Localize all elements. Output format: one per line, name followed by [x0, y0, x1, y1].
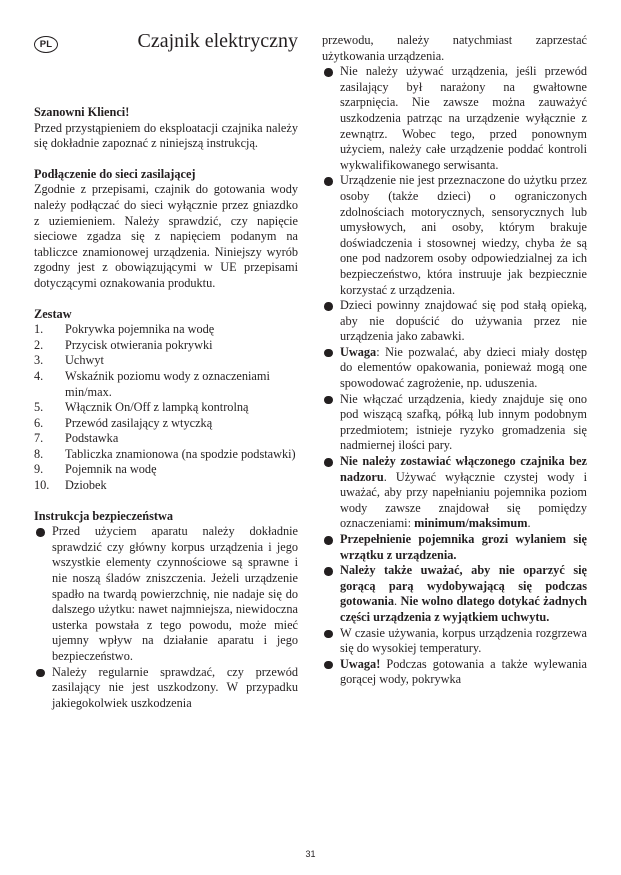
parts-heading: Zestaw: [34, 306, 72, 321]
safety-list-right: [322, 64, 587, 688]
right-column: [322, 33, 587, 688]
safety-bold-text: minimum/maksimum: [414, 516, 528, 531]
safety-item: [322, 392, 587, 454]
list-item: [34, 338, 298, 354]
parts-list: [34, 322, 298, 494]
list-number: 4.: [34, 368, 44, 383]
list-label: Wskaźnik poziomu wody z oznaczeniami min/max.: [65, 368, 270, 399]
safety-item: [322, 298, 587, 345]
bullet-icon: [36, 528, 45, 537]
bullet-icon: [324, 567, 333, 576]
safety-item: [322, 173, 587, 298]
list-number: 8.: [34, 446, 44, 461]
safety-text: Urządzenie nie jest przeznaczone do użytku przez osoby (także dzieci) o ograniczonych zdolnościach motorycznych, sensorycznych lub umysłowych, ani osoby, którym brakuje doświadczenia i stosownej wiedzy, chyba że są one pod nadzorem osoby odpowiedzialnej za ich bezpieczeństwo, która instruuje jak bezpiecznie korzystać z urządzenia.: [340, 173, 587, 297]
bullet-icon: [324, 302, 333, 311]
intro-text: Przed przystąpieniem do eksploatacji czajnika należy się dokładnie zapoznać z niniejszą instrukcją.: [34, 120, 298, 151]
power-heading: Podłączenie do sieci zasilającej: [34, 166, 196, 181]
safety-text: Podczas gotowania a także wylewania gorącej wody, pokrywka: [340, 656, 587, 687]
safety-text: .: [393, 594, 401, 609]
safety-bold-text: Należy także uważać, aby nie oparzyć się gorącą parą wydobywającą się podczas gotowania: [340, 563, 587, 609]
language-badge: PL: [34, 36, 58, 53]
list-number: 10.: [34, 478, 50, 493]
safety-bold-text: Przepełnienie pojemnika grozi wylaniem się wrzątku z urządzenia.: [340, 532, 587, 562]
safety-text: Należy regularnie sprawdzać, czy przewód zasilający nie jest uszkodzony. W przypadku jakiegokolwiek uszkodzenia: [52, 664, 298, 710]
list-number: 5.: [34, 400, 44, 415]
safety-continuation: przewodu, należy natychmiast zaprzestać użytkowania urządzenia.: [322, 33, 587, 63]
safety-bold-text: Nie należy zostawiać włączonego czajnika bez nadzoru: [340, 454, 587, 484]
power-text: Zgodnie z przepisami, czajnik do gotowania wody należy podłączać do sieci wyłącznie przez gniazdko z uziemieniem. Należy sprawdzić, czy napięcie sieciowe zgadza się z napięciem podanym na tabliczce znamionowej urządzenia. Niniejszy wyrób zgodny jest z obowiązującymi w UE przepisami dotyczącymi oznakowania produktu.: [34, 182, 298, 290]
safety-item: [322, 454, 587, 532]
bullet-icon: [324, 68, 333, 77]
list-item: [34, 416, 298, 432]
list-label: Włącznik On/Off z lampką kontrolną: [65, 400, 249, 415]
list-item: [34, 431, 298, 447]
warning-label: Uwaga: [340, 344, 377, 359]
page-number: 31: [305, 849, 316, 859]
safety-text: Nie należy używać urządzenia, jeśli przewód zasilający był narażony na gwałtowne szarpnięcia. Nie zawsze można zauważyć uszkodzenia patrząc na urządzenie wyłącznie z zewnątrz. Wobec tego, przed ponownym użyciem, należy całe urządzenie poddać kontroli wykwalifikowanego serwisanta.: [340, 64, 587, 172]
bullet-icon: [324, 536, 333, 545]
list-label: Podstawka: [65, 431, 119, 446]
safety-item: [322, 563, 587, 625]
safety-bold-text: Nie wolno dlatego dotykać żadnych części urządzenia z wyjątkiem uchwytu.: [340, 594, 587, 624]
safety-text: : Nie pozwalać, aby dzieci miały dostęp do elementów opakowania, ponieważ mogą one spowodować zagrożenie, np. uduszenia.: [340, 344, 587, 391]
list-number: 2.: [34, 337, 44, 352]
list-label: Dziobek: [65, 478, 107, 493]
safety-item: [322, 626, 587, 657]
safety-item: [322, 64, 587, 173]
safety-text: Nie włączać urządzenia, kiedy znajduje się ono pod wiszącą szafką, półką lub innym podobnym przedmiotem; istnieje ryzyko gromadzenia się nadmiernej ilości pary.: [340, 391, 587, 453]
list-item: [34, 322, 298, 338]
list-label: Pokrywka pojemnika na wodę: [65, 322, 215, 337]
list-label: Tabliczka znamionowa (na spodzie podstawki): [65, 446, 296, 461]
list-label: Przycisk otwierania pokrywki: [65, 337, 213, 352]
page-title: Czajnik elektryczny: [137, 30, 298, 52]
parts-section: [34, 307, 298, 494]
safety-text: . Używać wyłącznie czystej wody i uważać, aby przy napełnianiu pojemnika poziom wody zawsze znajdował się pomiędzy oznaczeniami:: [340, 469, 587, 531]
warning-label: Uwaga!: [340, 656, 381, 671]
safety-list-left: [34, 524, 298, 711]
bullet-icon: [324, 349, 333, 358]
safety-heading: Instrukcja bezpieczeństwa: [34, 508, 174, 523]
list-number: 6.: [34, 415, 44, 430]
bullet-icon: [324, 630, 333, 639]
list-label: Pojemnik na wodę: [65, 462, 157, 477]
safety-text: W czasie używania, korpus urządzenia rozgrzewa się do wysokiej temperatury.: [340, 625, 587, 656]
safety-text: Dzieci powinny znajdować się pod stałą opieką, aby nie dopuścić do używania przez nie urządzenia jako zabawki.: [340, 298, 587, 344]
bullet-icon: [324, 396, 333, 405]
list-number: 1.: [34, 322, 44, 337]
list-item: [34, 369, 298, 400]
page-header: [34, 30, 298, 60]
safety-item: [322, 345, 587, 392]
list-number: 7.: [34, 431, 44, 446]
greeting: Szanowni Klienci!: [34, 105, 130, 119]
safety-item: [322, 532, 587, 563]
safety-item: [34, 524, 298, 664]
list-item: [34, 447, 298, 463]
list-label: Przewód zasilający z wtyczką: [65, 415, 213, 430]
safety-item: [322, 657, 587, 688]
list-item: [34, 478, 298, 494]
list-item: [34, 400, 298, 416]
list-item: [34, 353, 298, 369]
list-item: [34, 462, 298, 478]
intro-section: [34, 105, 298, 152]
bullet-icon: [324, 177, 333, 186]
safety-text: .: [527, 516, 531, 531]
safety-section: [34, 509, 298, 712]
left-column: [34, 105, 298, 711]
bullet-icon: [324, 661, 333, 670]
bullet-icon: [36, 669, 45, 678]
list-number: 9.: [34, 462, 44, 477]
bullet-icon: [324, 458, 333, 467]
list-number: 3.: [34, 353, 44, 368]
safety-text: Przed użyciem aparatu należy dokładnie sprawdzić czy główny korpus urządzenia i jego wszystkie elementy czynnościowe są sprawne i nie noszą śladów zniszczenia. Jeżeli urządzenie spadło na twardą powierzchnię, nie nadaje się do dalszego użytku: nawet najmniejsza, niewidoczna usterka powstała z tego powodu, może mieć ujemny wpływ na działanie aparatu i jego bezpieczeństwo.: [52, 524, 298, 663]
list-label: Uchwyt: [65, 353, 104, 368]
power-section: [34, 167, 298, 292]
safety-item: [34, 665, 298, 712]
